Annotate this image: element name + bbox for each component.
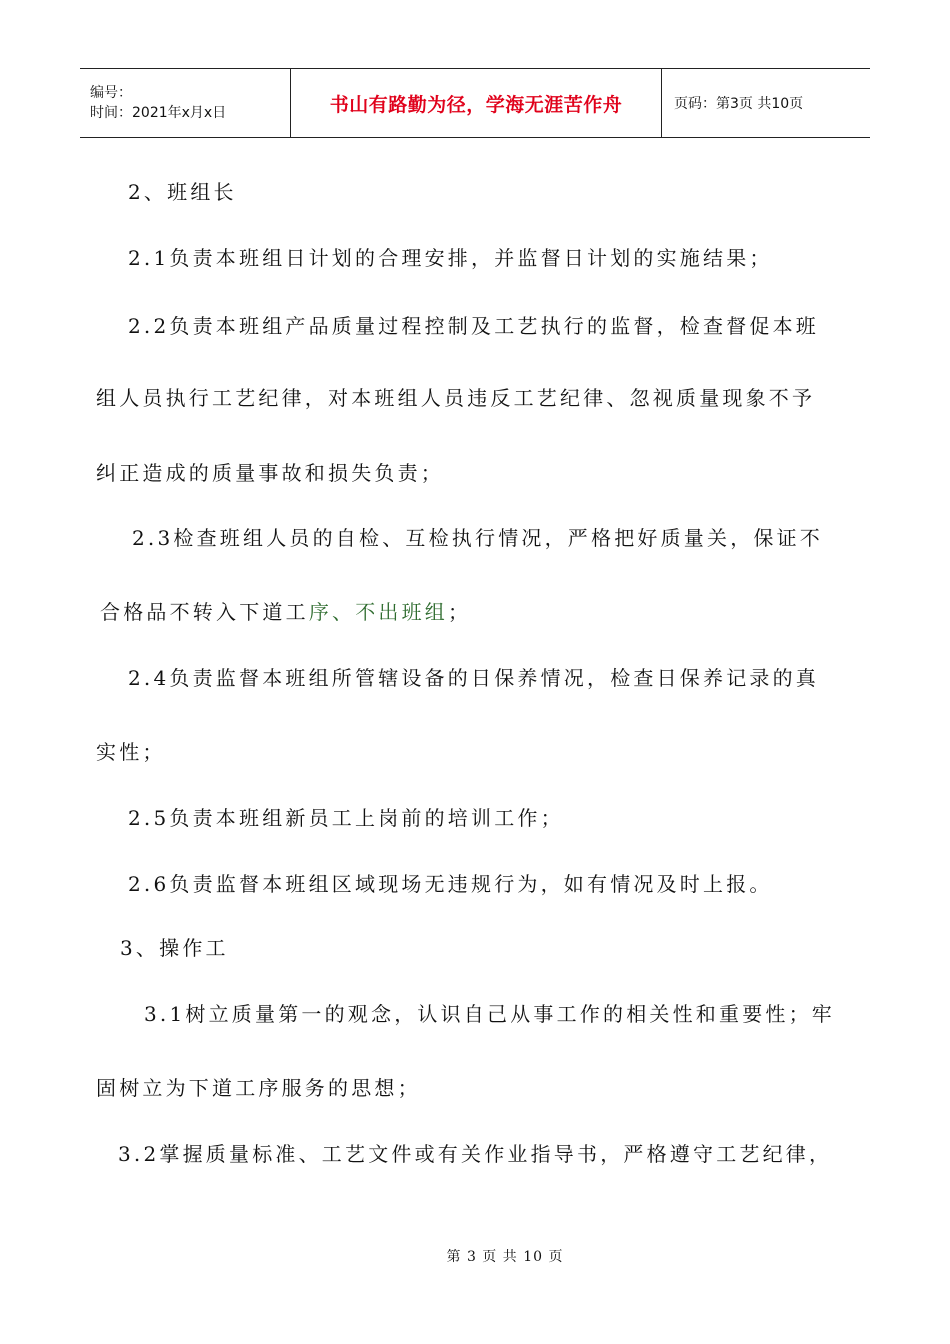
paragraph-line: 2.6负责监督本班组区域现场无违规行为，如有情况及时上报。 [128, 872, 773, 896]
document-date: 时间：2021年x月x日 [90, 105, 227, 121]
footer-page-number: 第 3 页 共 10 页 [446, 1249, 564, 1265]
paragraph-line: 3.1树立质量第一的观念，认识自己从事工作的相关性和重要性；牢 [144, 1002, 836, 1026]
paragraph-line: 2.3检查班组人员的自检、互检执行情况，严格把好质量关，保证不 [132, 526, 824, 550]
paragraph-line: 组人员执行工艺纪律，对本班组人员违反工艺纪律、忽视质量现象不予 [96, 386, 816, 410]
section-heading-team-leader: 2、班组长 [128, 180, 237, 204]
section-heading-operator: 3、操作工 [120, 936, 229, 960]
header-motto: 书山有路勤为径，学海无涯苦作舟 [329, 93, 623, 116]
paragraph-line: 纠正造成的质量事故和损失负责； [96, 461, 444, 485]
header-page-info [662, 69, 870, 137]
paragraph-line: 2.5负责本班组新员工上岗前的培训工作； [128, 806, 564, 830]
paragraph-line [100, 597, 471, 627]
text-run: 合格品不转入下道工 [100, 600, 309, 624]
paragraph-line: 3.2掌握质量标准、工艺文件或有关作业指导书，严格遵守工艺纪律， [118, 1142, 833, 1166]
paragraph-line: 2.2负责本班组产品质量过程控制及工艺执行的监督，检查督促本班 [128, 314, 820, 338]
paragraph-line: 2.1负责本班组日计划的合理安排，并监督日计划的实施结果； [128, 246, 773, 270]
paragraph-line: 固树立为下道工序服务的思想； [96, 1076, 421, 1100]
page-footer [0, 1246, 950, 1266]
paragraph-line: 实性； [96, 740, 166, 764]
text-run: ； [448, 600, 472, 624]
header-motto-cell [291, 69, 662, 137]
highlighted-text-run: 序、不出班组 [308, 600, 449, 624]
document-number-label: 编号： [90, 85, 132, 101]
paragraph-line: 2.4负责监督本班组所管辖设备的日保养情况，检查日保养记录的真 [128, 666, 820, 690]
header-page-number: 页码：第3页 共10页 [674, 96, 804, 112]
header-meta [80, 69, 291, 137]
page-header [80, 68, 870, 138]
